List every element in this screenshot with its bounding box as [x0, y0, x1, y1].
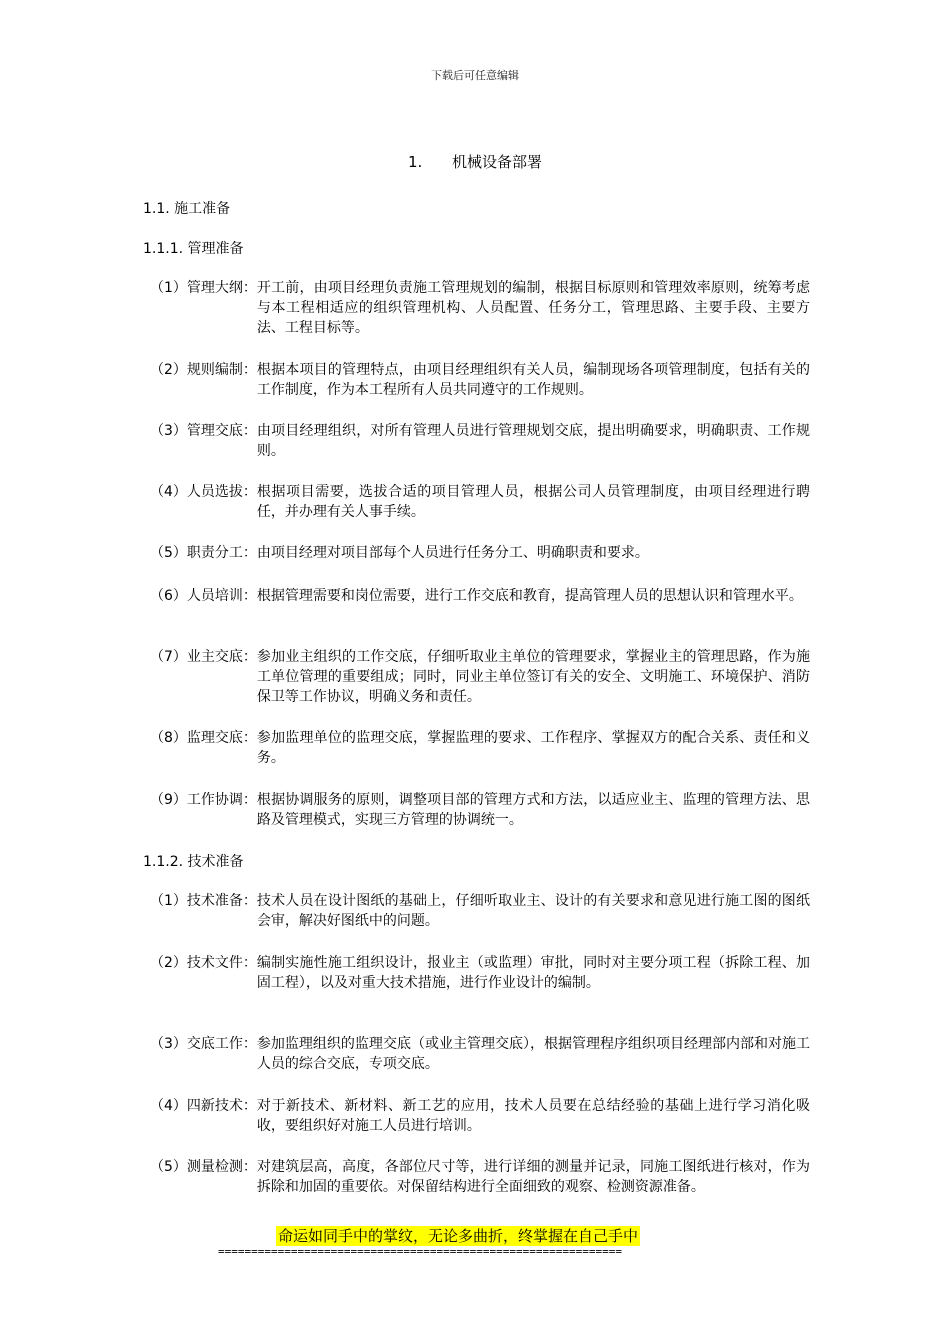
management-item: [150, 482, 810, 522]
management-item: [150, 647, 810, 707]
item-label: （6）人员培训：: [150, 588, 257, 604]
item-text: 参加监理单位的监理交底，掌握监理的要求、工作程序、掌握双方的配合关系、责任和义务。: [256, 730, 810, 766]
management-item: [150, 278, 810, 338]
item-label: （5）测量检测：: [150, 1159, 257, 1175]
item-label: （4）人员选拔：: [150, 484, 257, 500]
item-text: 由项目经理对项目部每个人员进行任务分工、明确职责和要求。: [256, 545, 649, 561]
item-text: 由项目经理组织，对所有管理人员进行管理规划交底，提出明确要求，明确职责、工作规则。: [256, 423, 810, 459]
item-label: （1）管理大纲：: [150, 280, 257, 296]
technical-item: [150, 891, 810, 931]
item-text: 对建筑层高，高度，各部位尺寸等，进行详细的测量并记录，同施工图纸进行核对，作为拆除和加固的重要依。对保留结构进行全面细致的观察、检测资源准备。: [256, 1159, 810, 1195]
item-text: 对于新技术、新材料、新工艺的应用，技术人员要在总结经验的基础上进行学习消化吸收，要组织好对施工人员进行培训。: [256, 1098, 810, 1134]
item-text: 根据协调服务的原则，调整项目部的管理方式和方法，以适应业主、监理的管理方法、思路及管理模式，实现三方管理的协调统一。: [256, 792, 810, 828]
item-text: 根据管理需要和岗位需要，进行工作交底和教育，提高管理人员的思想认识和管理水平。: [256, 588, 803, 604]
item-text: 根据本项目的管理特点，由项目经理组织有关人员，编制现场各项管理制度，包括有关的工作制度，作为本工程所有人员共同遵守的工作规则。: [256, 362, 810, 398]
item-label: （9）工作协调：: [150, 792, 257, 808]
section-heading-1-1-1: 1.1.1. 管理准备: [143, 241, 244, 257]
management-item: [150, 421, 810, 461]
management-item: [150, 543, 810, 563]
item-text: 参加业主组织的工作交底，仔细听取业主单位的管理要求，掌握业主的管理思路，作为施工单位管理的重要组成；同时，同业主单位签订有关的安全、文明施工、环境保护、消防保卫等工作协议，明确义务和责任。: [256, 649, 810, 705]
chapter-heading: [0, 151, 950, 172]
management-item: [150, 790, 810, 830]
header-note: 下载后可任意编辑: [431, 69, 519, 82]
footer-motto: 命运如同手中的掌纹，无论多曲折，终掌握在自己手中: [278, 1227, 639, 1245]
footer-rule: =============================================================: [218, 1245, 622, 1258]
item-label: （3）管理交底：: [150, 423, 257, 439]
item-label: （1）技术准备：: [150, 893, 257, 909]
technical-item: [150, 953, 810, 993]
item-label: （2）技术文件：: [150, 955, 257, 971]
technical-item: [150, 1034, 810, 1074]
item-text: 技术人员在设计图纸的基础上，仔细听取业主、设计的有关要求和意见进行施工图的图纸会审，解决好图纸中的问题。: [256, 893, 810, 929]
item-label: （3）交底工作：: [150, 1036, 257, 1052]
management-item: [150, 360, 810, 400]
item-label: （7）业主交底：: [150, 649, 257, 665]
section-heading-1-1: 1.1. 施工准备: [143, 201, 231, 217]
item-text: 参加监理组织的监理交底（或业主管理交底），根据管理程序组织项目经理部内部和对施工人员的综合交底，专项交底。: [256, 1036, 810, 1072]
technical-item: [150, 1096, 810, 1136]
section-heading-1-1-2: 1.1.2. 技术准备: [143, 854, 244, 870]
item-label: （4）四新技术：: [150, 1098, 257, 1114]
item-label: （8）监理交底：: [150, 730, 257, 746]
technical-item: [150, 1157, 810, 1197]
item-text: 编制实施性施工组织设计，报业主（或监理）审批，同时对主要分项工程（拆除工程、加固工程），以及对重大技术措施，进行作业设计的编制。: [256, 955, 810, 991]
item-text: 开工前，由项目经理负责施工管理规划的编制，根据目标原则和管理效率原则，统筹考虑与本工程相适应的组织管理机构、人员配置、任务分工，管理思路、主要手段、主要方法、工程目标等。: [256, 280, 810, 336]
chapter-number: 1.: [407, 153, 423, 171]
item-text: 根据项目需要，选拔合适的项目管理人员，根据公司人员管理制度，由项目经理进行聘任，并办理有关人事手续。: [256, 484, 810, 520]
management-item: [150, 586, 810, 606]
management-item: [150, 728, 810, 768]
item-label: （5）职责分工：: [150, 545, 257, 561]
chapter-title: 机械设备部署: [451, 153, 542, 171]
item-label: （2）规则编制：: [150, 362, 257, 378]
